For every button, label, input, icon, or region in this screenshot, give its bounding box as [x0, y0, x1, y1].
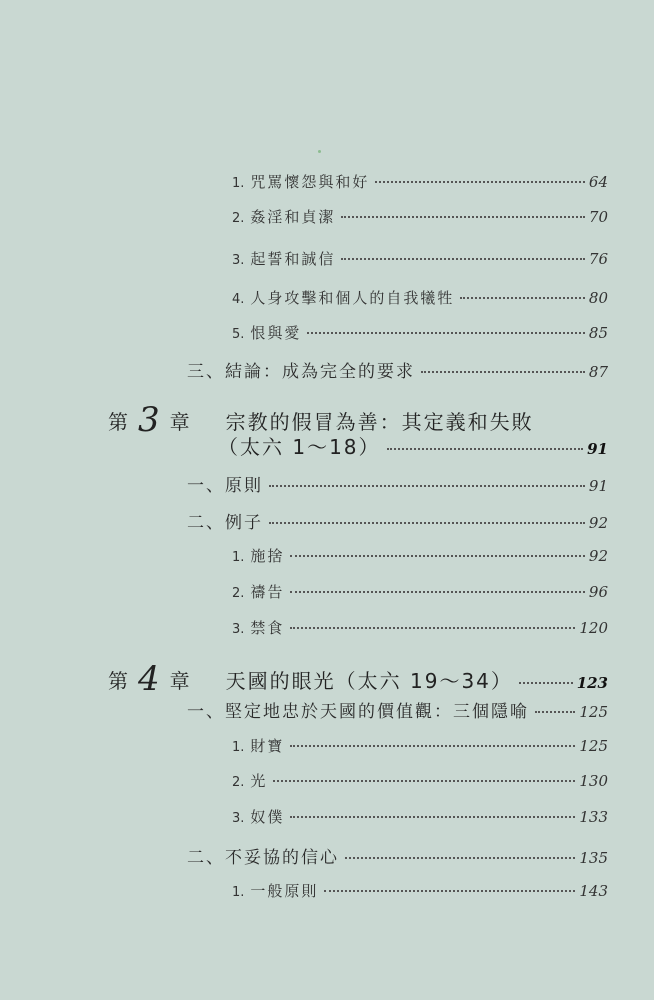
page-number: 92	[588, 514, 608, 532]
paper-speck	[318, 150, 321, 153]
toc-entry[interactable]	[187, 843, 608, 868]
chapter-title: 天國的眼光（太六 19～34）	[225, 669, 513, 693]
page-number: 123	[576, 674, 608, 692]
entry-title: 恨與愛	[250, 324, 302, 342]
entry-title: 起誓和誠信	[250, 250, 336, 268]
leader-dots	[535, 711, 575, 713]
leader-dots	[460, 297, 584, 299]
toc-entry[interactable]	[232, 322, 608, 343]
leader-dots	[290, 555, 584, 557]
entry-number: 3.	[232, 811, 245, 826]
page-number: 96	[588, 583, 608, 601]
toc-entry[interactable]	[232, 248, 608, 269]
page-number: 87	[588, 363, 608, 381]
entry-title: 禁食	[250, 619, 285, 637]
toc-entry[interactable]	[187, 697, 608, 722]
entry-number: 1.	[232, 176, 245, 191]
leader-dots	[290, 591, 584, 593]
toc-entry[interactable]	[232, 171, 608, 192]
leader-dots	[273, 780, 575, 782]
page-number: 64	[588, 173, 608, 191]
toc-entry[interactable]	[232, 735, 608, 756]
entry-number: 2.	[232, 211, 245, 226]
leader-dots	[345, 857, 575, 859]
entry-title: 一、原則	[187, 476, 263, 496]
page-number: 76	[588, 250, 608, 268]
leader-dots	[341, 258, 584, 260]
page-number: 125	[579, 703, 608, 721]
entry-title: 光	[250, 772, 268, 790]
page-number: 92	[588, 547, 608, 565]
chapter-title: 宗教的假冒為善：其定義和失敗	[225, 410, 534, 434]
leader-dots	[324, 890, 575, 892]
leader-dots	[421, 371, 585, 373]
chapter-prefix: 第	[108, 669, 130, 693]
chapter-subtitle-entry[interactable]	[218, 431, 608, 460]
leader-dots	[290, 816, 575, 818]
leader-dots	[307, 332, 584, 334]
chapter-heading[interactable]	[108, 657, 608, 697]
chapter-number: 3	[138, 400, 162, 440]
toc-entry[interactable]	[232, 545, 608, 566]
page-number: 70	[588, 208, 608, 226]
toc-entry[interactable]	[232, 880, 608, 901]
entry-title: 三、結論：成為完全的要求	[187, 362, 415, 382]
entry-number: 1.	[232, 885, 245, 900]
entry-number: 3.	[232, 253, 245, 268]
entry-title: 二、不妥協的信心	[187, 848, 339, 868]
page-number: 130	[579, 772, 608, 790]
toc-entry[interactable]	[232, 206, 608, 227]
leader-dots	[519, 682, 573, 684]
leader-dots	[290, 627, 575, 629]
entry-title: 奴僕	[250, 808, 285, 826]
toc-entry[interactable]	[232, 806, 608, 827]
toc-entry[interactable]	[232, 581, 608, 602]
entry-title: 二、例子	[187, 513, 263, 533]
toc-entry[interactable]	[232, 617, 608, 638]
entry-number: 2.	[232, 775, 245, 790]
chapter-prefix: 第	[108, 410, 130, 434]
entry-title: 咒罵懷怨與和好	[250, 173, 370, 191]
leader-dots	[290, 745, 575, 747]
toc-entry[interactable]	[232, 287, 608, 308]
entry-title: 一、堅定地忠於天國的價值觀：三個隱喻	[187, 702, 529, 722]
entry-number: 1.	[232, 550, 245, 565]
toc-entry[interactable]	[232, 770, 608, 791]
leader-dots	[341, 216, 584, 218]
leader-dots	[269, 485, 585, 487]
page-number: 143	[579, 882, 608, 900]
toc-entry[interactable]	[187, 471, 608, 496]
page-number: 85	[588, 324, 608, 342]
leader-dots	[269, 522, 585, 524]
entry-title: 財寶	[250, 737, 285, 755]
entry-title: 一般原則	[250, 882, 319, 900]
page-number: 91	[587, 440, 608, 458]
chapter-suffix: 章	[169, 410, 192, 434]
entry-number: 5.	[232, 327, 245, 342]
entry-title: 施捨	[250, 547, 285, 565]
entry-number: 3.	[232, 622, 245, 637]
page-number: 133	[579, 808, 608, 826]
page-number: 80	[588, 289, 608, 307]
entry-number: 4.	[232, 292, 245, 307]
entry-title: 姦淫和貞潔	[250, 208, 336, 226]
page-number: 135	[579, 849, 608, 867]
page-number: 120	[579, 619, 608, 637]
page-number: 91	[588, 477, 608, 495]
leader-dots	[375, 181, 584, 183]
entry-title: 人身攻擊和個人的自我犧牲	[250, 289, 455, 307]
chapter-suffix: 章	[169, 669, 192, 693]
toc-entry[interactable]	[187, 357, 608, 382]
entry-number: 2.	[232, 586, 245, 601]
toc-entry[interactable]	[187, 508, 608, 533]
leader-dots	[387, 448, 584, 450]
entry-title: 禱告	[250, 583, 285, 601]
page-number: 125	[579, 737, 608, 755]
chapter-subtitle: （太六 1～18）	[218, 435, 381, 459]
chapter-number: 4	[138, 659, 162, 699]
entry-number: 1.	[232, 740, 245, 755]
